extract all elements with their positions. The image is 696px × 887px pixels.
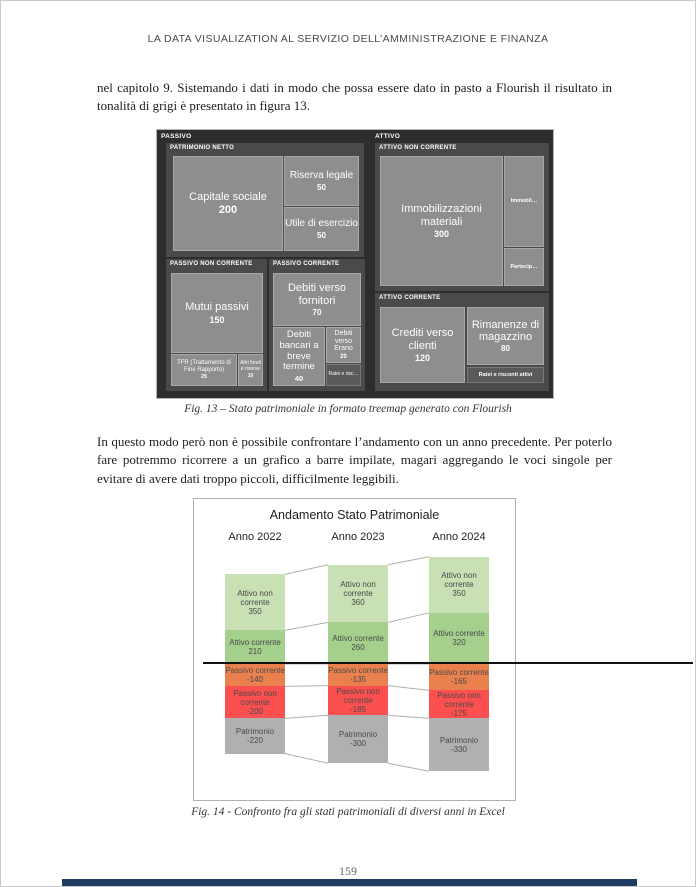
section-label: PATRIMONIO NETTO — [170, 145, 235, 151]
tile-ratei-passivi: Ratei e risc… — [326, 364, 361, 386]
tile-mutui-passivi: Mutui passivi 150 — [171, 273, 263, 353]
tile-capitale-sociale: Capitale sociale 200 — [173, 156, 283, 251]
running-header: LA DATA VISUALIZATION AL SERVIZIO DELL’AMMINISTRAZIONE E FINANZA — [147, 33, 549, 45]
bar-segment: Passivo non corrente -185 — [328, 686, 388, 716]
bar-segment: Passivo corrente -135 — [328, 665, 388, 684]
chart-title: Andamento Stato Patrimoniale — [269, 508, 440, 522]
bar-segment: Attivo non corrente 360 — [328, 565, 388, 623]
paragraph-2: In questo modo però non è possibile confrontare l’andamento con un anno precedente. Per poterlo fare potremmo ricorrere a un grafico a barre impilate, magari aggregando le voci singole per evitare di avere dati troppo piccoli, difficilmente leggibili. — [97, 434, 612, 486]
bar-segment: Passivo non corrente -200 — [225, 686, 285, 718]
fig14-caption: Fig. 14 - Confronto fra gli stati patrimoniali di diversi anni in Excel — [191, 806, 505, 818]
tile-altri-fondi: Altri fondi e riserve 10 — [238, 354, 263, 386]
tile-debiti-erario: Debiti verso Erario 20 — [326, 327, 361, 363]
column-header-2023: Anno 2023 — [331, 531, 385, 543]
tile-ratei-attivi: Ratei e risconti attivi — [467, 367, 544, 383]
treemap-attivo-header: ATTIVO — [375, 133, 401, 140]
column-header-2022: Anno 2022 — [228, 531, 282, 543]
bar-segment: Passivo corrente -140 — [225, 664, 285, 686]
tile-utile-esercizio: Utile di esercizio 50 — [284, 207, 359, 251]
section-label: PASSIVO CORRENTE — [273, 261, 340, 267]
fig13-treemap — [156, 129, 554, 399]
paragraph-1: nel capitolo 9. Sistemando i dati in modo che possa essere dato in pasto a Flourish il risultato in tonalità di grigi è presentato in figura 13. — [97, 80, 612, 114]
tile-immobil-small: Immobil… — [504, 156, 544, 247]
fig14-chart — [193, 498, 516, 801]
tile-riserva-legale: Riserva legale 50 — [284, 156, 359, 206]
fig14-plot — [194, 499, 515, 800]
tile-partecip-small: Partecip… — [504, 248, 544, 286]
bar-segment: Patrimonio -330 — [429, 718, 489, 771]
tile-debiti-fornitori: Debiti verso fornitori 70 — [273, 273, 361, 326]
bar-segment: Patrimonio -220 — [225, 718, 285, 753]
tile-immobilizzazioni-materiali: Immobilizzazioni materiali 300 — [380, 156, 503, 286]
section-label: PASSIVO NON CORRENTE — [170, 261, 253, 267]
fig13-caption: Fig. 13 – Stato patrimoniale in formato treemap generato con Flourish — [184, 403, 512, 415]
section-label: ATTIVO CORRENTE — [379, 295, 441, 301]
zero-axis-line — [203, 662, 693, 664]
bar-segment: Passivo non corrente -175 — [429, 690, 489, 718]
bar-segment: Attivo non corrente 350 — [429, 557, 489, 613]
tile-debiti-bancari: Debiti bancari a breve termine 40 — [273, 327, 325, 386]
bar-segment: Attivo corrente 320 — [429, 613, 489, 664]
bar-segment: Attivo non corrente 350 — [225, 574, 285, 630]
tile-crediti-clienti: Crediti verso clienti 120 — [380, 307, 465, 383]
treemap-passivo-header: PASSIVO — [161, 133, 192, 140]
bar-segment: Passivo corrente -165 — [429, 664, 489, 690]
tile-rimanenze: Rimanenze di magazzino 80 — [467, 307, 544, 365]
footer-bar — [62, 879, 637, 886]
section-label: ATTIVO NON CORRENTE — [379, 145, 457, 151]
page-number: 159 — [339, 864, 357, 878]
bar-segment: Attivo corrente 260 — [328, 622, 388, 664]
tile-tfr: TFR (Trattamento di Fine Rapporto) 25 — [171, 354, 237, 386]
bar-segment: Attivo corrente 210 — [225, 630, 285, 664]
bar-segment: Patrimonio -300 — [328, 715, 388, 763]
column-header-2024: Anno 2024 — [432, 531, 486, 543]
